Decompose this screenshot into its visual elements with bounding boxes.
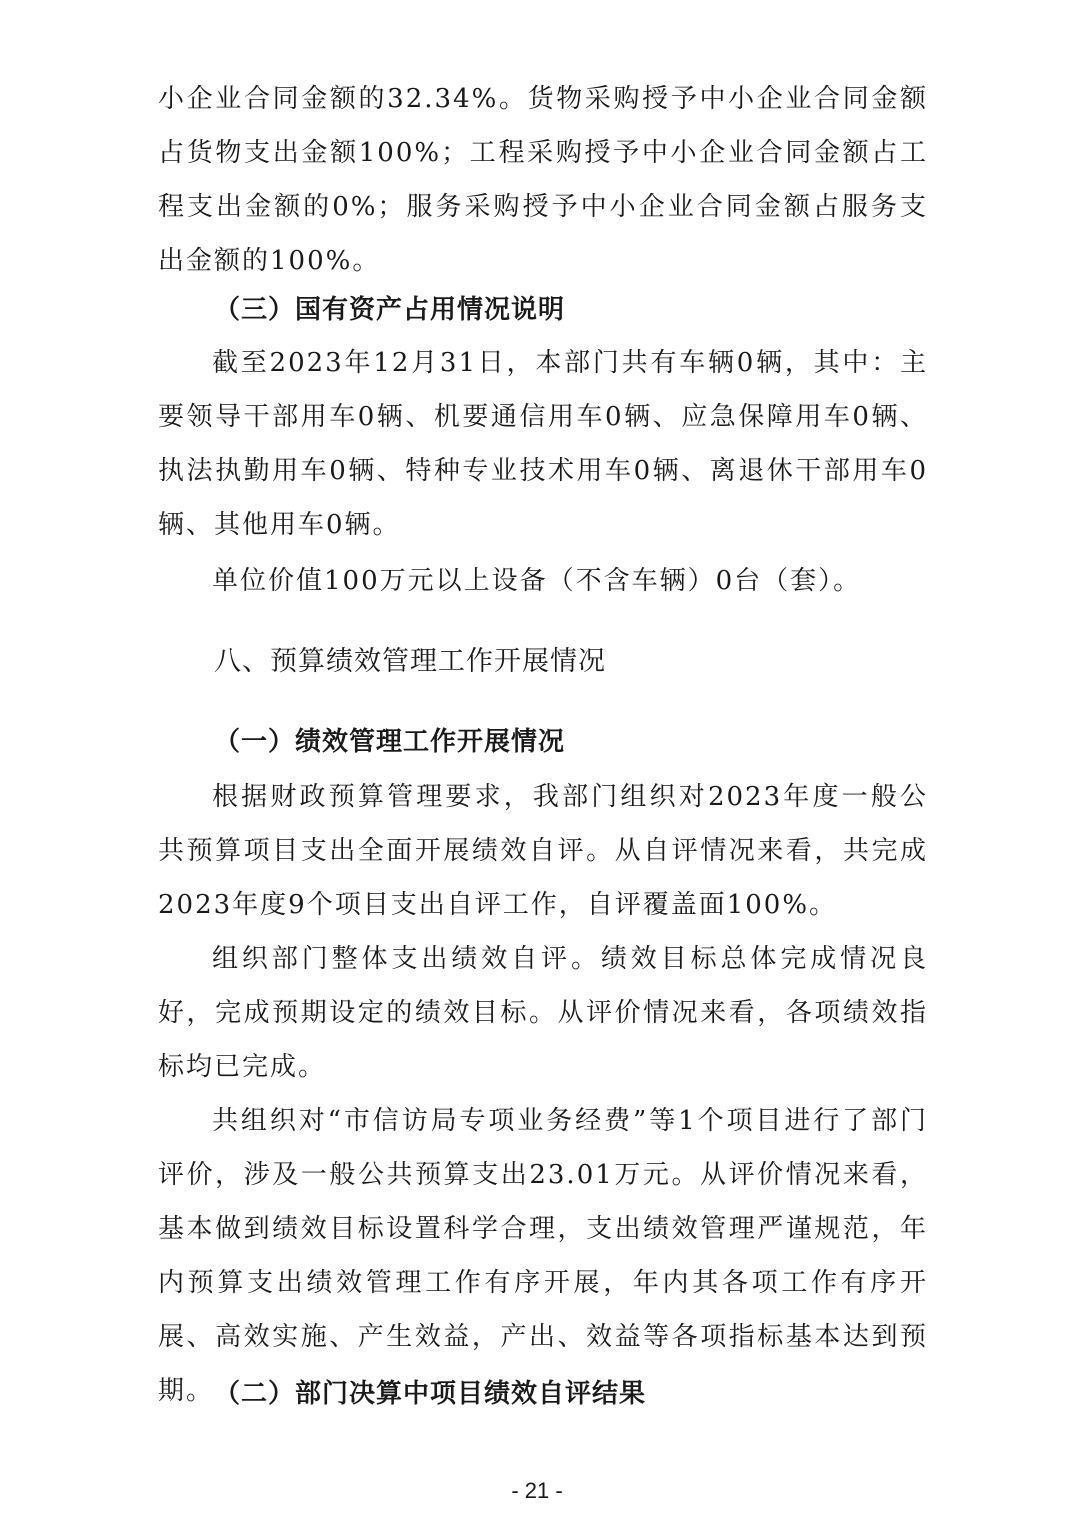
heading-performance-management: （一）绩效管理工作开展情况 bbox=[214, 727, 566, 757]
paragraph-overall-evaluation: 组织部门整体支出绩效自评。绩效目标总体完成情况良好，完成预期设定的绩效目标。从评价情况来看，各项绩效指标均已完成。 bbox=[158, 944, 928, 1082]
heading-section-8: 八、预算绩效管理工作开展情况 bbox=[214, 646, 606, 677]
paragraph-vehicles: 截至2023年12月31日，本部门共有车辆0辆，其中：主要领导干部用车0辆、机要通信用车0辆、应急保障用车0辆、执法执勤用车0辆、特种专业技术用车0辆、离退休干部用车0辆、其他用车0辆。 bbox=[158, 348, 928, 540]
paragraph-equipment: 单位价值100万元以上设备（不含车辆）0台（套）。 bbox=[212, 566, 862, 596]
page-number: - 21 - bbox=[511, 1478, 563, 1503]
paragraph-sme-contracts: 小企业合同金额的32.34%。货物采购授予中小企业合同金额占货物支出金额100%；工程采购授予中小企业合同金额占工程支出金额的0%；服务采购授予中小企业合同金额占服务支出金额的100%。 bbox=[158, 84, 928, 276]
heading-project-results: （二）部门决算中项目绩效自评结果 bbox=[214, 1379, 647, 1409]
paragraph-department-evaluation: 共组织对“市信访局专项业务经费”等1个项目进行了部门评价，涉及一般公共预算支出23.01万元。从评价情况来看，基本做到绩效目标设置科学合理，支出绩效管理严谨规范，年内预算支出绩效管理工作有序开展，年内其各项工作有序开展、高效实施、产生效益，产出、效益等各项指标基本达到预期。 bbox=[158, 1106, 928, 1406]
paragraph-self-evaluation: 根据财政预算管理要求，我部门组织对2023年度一般公共预算项目支出全面开展绩效自评。从自评情况来看，共完成2023年度9个项目支出自评工作，自评覆盖面100%。 bbox=[158, 782, 928, 920]
heading-state-assets: （三）国有资产占用情况说明 bbox=[214, 295, 566, 325]
